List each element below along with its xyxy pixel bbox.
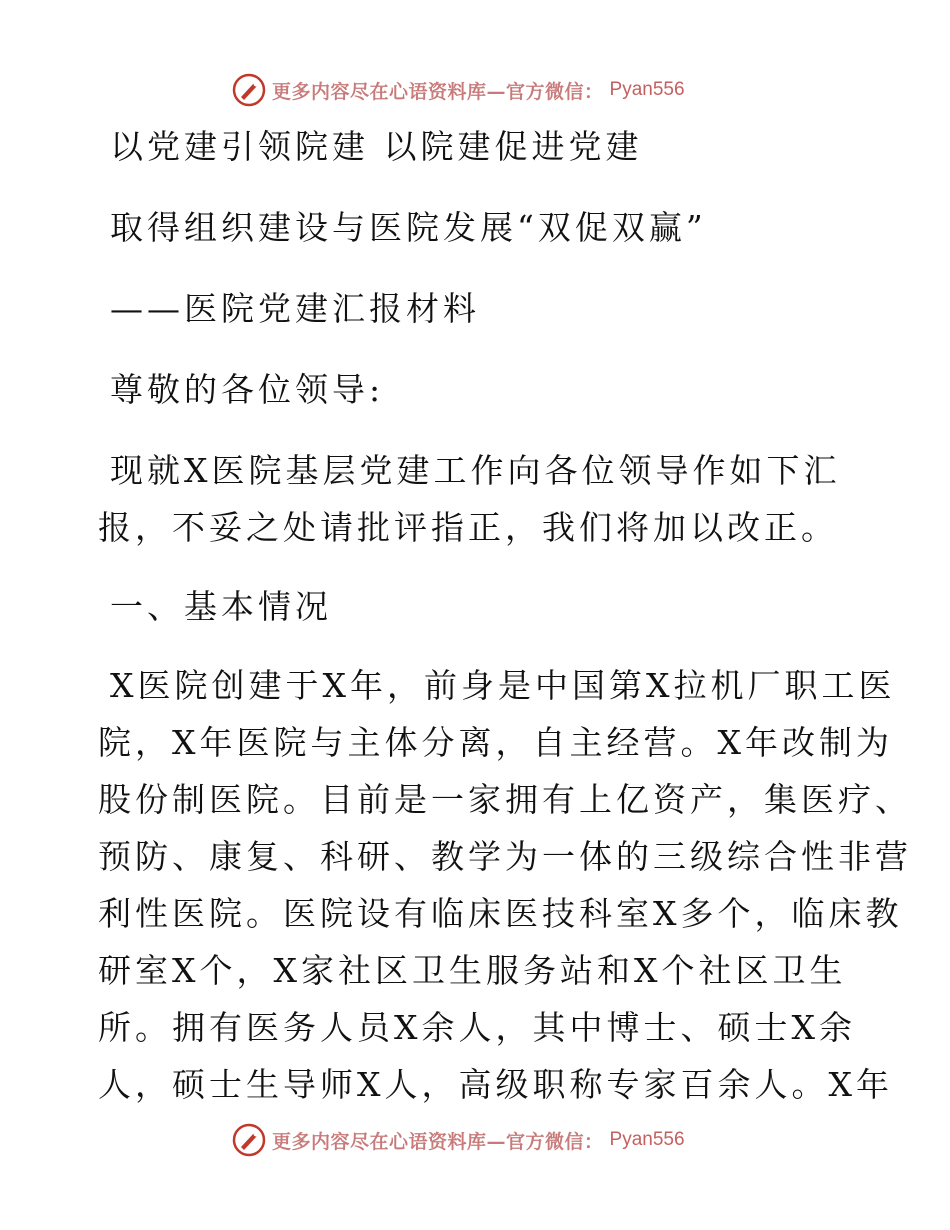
title-line-1: 以党建引领院建 以院建促进党建 [110,127,643,166]
salutation: 尊敬的各位领导: [110,370,385,409]
watermark-wechat-id: Pyan556 [609,79,685,100]
body-line-4: 预防、康复、科研、教学为一体的三级综合性非营 [98,837,912,876]
watermark-header [232,70,685,110]
body-line-3: 股份制医院。目前是一家拥有上亿资产，集医疗、 [98,780,912,819]
body-line-6: 研室X个，X家社区卫生服务站和X个社区卫生 [98,951,847,990]
body-line-7: 所。拥有医务人员X余人，其中博士、硕士X余 [98,1008,856,1047]
watermark-text: 更多内容尽在心语资料库—官方微信： [272,80,604,103]
section-heading: 一、基本情况 [110,587,332,626]
body-line-2: 院，X年医院与主体分离，自主经营。X年改制为 [98,723,893,762]
watermark-wechat-id: Pyan556 [609,1129,685,1150]
pen-logo-icon [232,73,266,107]
subtitle-line: ——医院党建汇报材料 [110,289,480,328]
title-line-2: 取得组织建设与医院发展“双促双赢” [110,208,707,247]
document-body [98,118,912,1113]
intro-line-2: 报，不妥之处请批评指正，我们将加以改正。 [98,508,838,547]
intro-line-1: 现就X医院基层党建工作向各位领导作如下汇 [110,451,841,490]
watermark-text: 更多内容尽在心语资料库—官方微信： [272,1130,604,1153]
body-line-1: X医院创建于X年，前身是中国第X拉机厂职工医 [110,666,896,705]
watermark-footer [232,1120,685,1160]
body-line-8: 人，硕士生导师X人，高级职称专家百余人。X年 [98,1065,893,1104]
body-line-5: 利性医院。医院设有临床医技科室X多个，临床教 [98,894,903,933]
pen-logo-icon [232,1123,266,1157]
